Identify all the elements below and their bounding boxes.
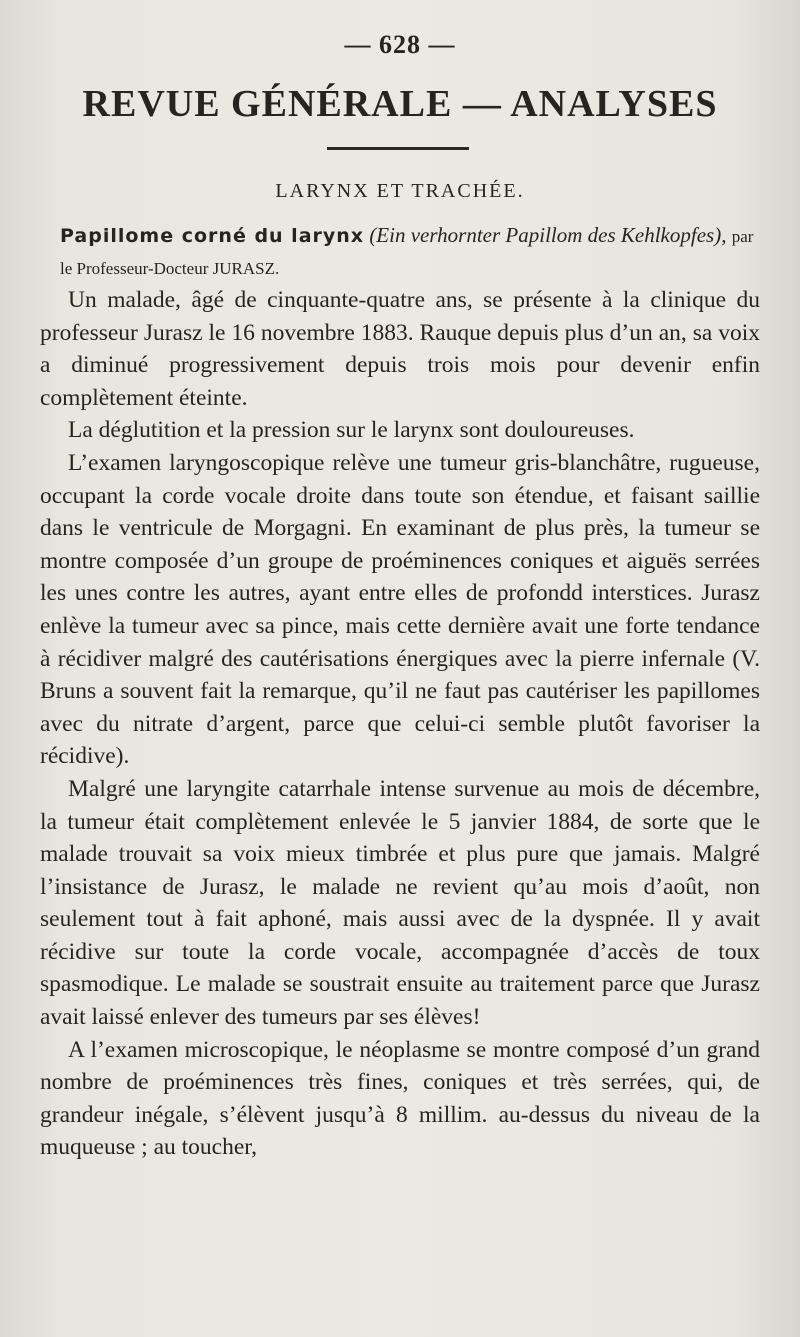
article-title xyxy=(60,220,760,284)
paragraph: Un malade, âgé de cinquante-quatre ans, se présente à la clinique du professeur Jurasz le 16 novembre 1883. Rauque depuis plus d’un an, sa voix a diminué progressivement depuis trois mois pour devenir enfin complètement éteinte. xyxy=(40,287,760,411)
paragraph: La déglutition et la pression sur le larynx sont douloureuses. xyxy=(68,417,635,444)
article-title-german: (Ein verhornter Papillom des Kehlkopfes), xyxy=(369,223,727,247)
paragraph: L’examen laryngoscopique relève une tumeur gris-blanchâtre, rugueuse, occupant la corde vocale droite dans toute son étendue, et faisant saillie dans le ventricule de Morgagni. En examinant de plus près, la tumeur se montre composée d’un groupe de proéminences coniques et aiguës serrées les unes contre les autres, ayant entre elles de profondd interstices. Jurasz enlève la tumeur avec sa pince, mais cette dernière avait une forte tendance à récidiver malgré des cautérisations énergiques avec la pierre infernale (V. Bruns a souvent fait la remarque, qu’il ne faut pas cautériser les papillomes avec du nitrate d’argent, parce que celui-ci semble plutôt favoriser la récidive). xyxy=(40,449,760,770)
paragraph: Malgré une laryngite catarrhale intense survenue au mois de décembre, la tumeur était complètement enlevée le 5 janvier 1884, de sorte que le malade trouvait sa voix mieux timbrée et plus pure que jamais. Malgré l’insistance de Jurasz, le malade ne revient qu’au mois d’août, non seulement tout à fait aphoné, mais aussi avec de la dyspnée. Il y avait récidive sur toute la corde vocale, accompagnée d’accès de toux spasmodique. Le malade se soustrait ensuite au traitement parce que Jurasz avait laissé enlever des tumeurs par ses élèves! xyxy=(40,775,760,1031)
article-body xyxy=(40,284,760,1164)
page-number: — 628 — xyxy=(344,30,456,59)
running-header: REVUE GÉNÉRALE — ANALYSES xyxy=(82,83,718,125)
header-rule xyxy=(327,147,469,150)
article-author: par le Professeur-Docteur JURASZ. xyxy=(60,227,754,278)
article-title-bold: Papillome corné du larynx xyxy=(60,225,365,247)
paragraph: A l’examen microscopique, le néoplasme se montre composé d’un grand nombre de proéminences très fines, coniques et très serrées, qui, de grandeur inégale, s’élèvent jusqu’à 8 millim. au-dessus du niveau de la muqueuse ; au toucher, xyxy=(40,1036,760,1161)
section-title: LARYNX ET TRACHÉE. xyxy=(275,180,525,202)
